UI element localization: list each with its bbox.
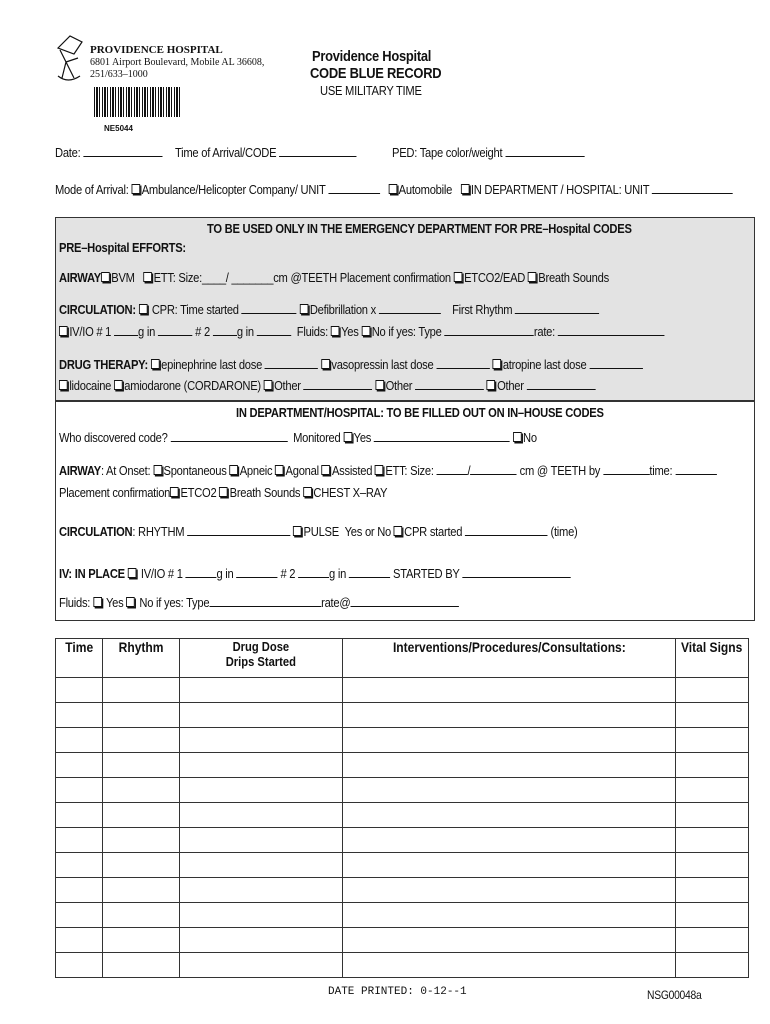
prehospital-airway-row: AIRWAY BVM ETT: Size:____/ _______cm @TEETH Placement confirmation ETCO2/EAD Breath Sounds (59, 270, 609, 285)
table-cell[interactable] (676, 803, 749, 828)
table-cell[interactable] (676, 703, 749, 728)
table-cell[interactable] (103, 703, 180, 728)
table-cell[interactable] (343, 678, 676, 703)
title-code-blue: CODE BLUE RECORD (310, 65, 442, 82)
title-military-time: USE MILITARY TIME (320, 83, 422, 98)
prehospital-heading: TO BE USED ONLY IN THE EMERGENCY DEPARTMENT FOR PRE–Hospital CODES (207, 221, 632, 236)
table-cell[interactable] (676, 853, 749, 878)
inhouse-etco2-checkbox[interactable] (170, 487, 179, 497)
table-cell[interactable] (56, 728, 103, 753)
table-cell[interactable] (180, 853, 343, 878)
barcode-label: NE5044 (104, 124, 133, 133)
prehospital-circulation-row: CIRCULATION: CPR: Time started Defibrillation x First Rhythm (59, 302, 599, 317)
table-cell[interactable] (56, 953, 103, 978)
ambulance-checkbox[interactable] (131, 184, 140, 194)
table-cell[interactable] (103, 778, 180, 803)
table-cell[interactable] (103, 728, 180, 753)
prehospital-iv-row: IV/IO # 1 g in # 2 g in Fluids: Yes No if yes: Type rate: (59, 324, 664, 339)
monitored-no-checkbox[interactable] (513, 432, 522, 442)
table-cell[interactable] (180, 928, 343, 953)
fluids-no-checkbox[interactable] (361, 326, 370, 336)
table-cell[interactable] (56, 878, 103, 903)
col-interventions-header: Interventions/Procedures/Consultations: (343, 639, 676, 678)
table-cell[interactable] (180, 753, 343, 778)
inhouse-iv-row: IV: IN PLACE IV/IO # 1 g in # 2 g in STARTED BY (59, 566, 571, 581)
table-cell[interactable] (103, 828, 180, 853)
date-printed: DATE PRINTED: 0-12--1 (328, 986, 467, 998)
date-field[interactable]: Date: (55, 145, 162, 160)
table-cell[interactable] (56, 903, 103, 928)
inhouse-fluids-no-checkbox[interactable] (126, 597, 135, 607)
cpr-started-checkbox[interactable] (394, 526, 403, 536)
hospital-address-line2: 251/633–1000 (90, 69, 148, 80)
table-cell[interactable] (343, 953, 676, 978)
other2-checkbox[interactable] (375, 380, 384, 390)
table-row (56, 853, 749, 878)
hospital-logo (52, 32, 88, 88)
table-cell[interactable] (56, 853, 103, 878)
inhouse-ett-checkbox[interactable] (375, 465, 384, 475)
inhouse-fluids-yes-checkbox[interactable] (93, 597, 102, 607)
table-cell[interactable] (103, 903, 180, 928)
table-row (56, 778, 749, 803)
col-rhythm-header: Rhythm (103, 639, 180, 678)
table-cell[interactable] (676, 828, 749, 853)
chest-xray-checkbox[interactable] (303, 487, 312, 497)
mode-of-arrival: Mode of Arrival: Ambulance/Helicopter Company/ UNIT Automobile IN DEPARTMENT / HOSPITAL: UNIT (55, 182, 733, 197)
table-cell[interactable] (56, 828, 103, 853)
table-cell[interactable] (103, 853, 180, 878)
table-cell[interactable] (343, 878, 676, 903)
iv-in-place-checkbox[interactable] (128, 568, 137, 578)
epinephrine-checkbox[interactable] (151, 359, 160, 369)
table-row (56, 903, 749, 928)
table-cell[interactable] (56, 753, 103, 778)
table-cell[interactable] (180, 778, 343, 803)
table-row (56, 953, 749, 978)
ivio-checkbox[interactable] (59, 326, 68, 336)
table-cell[interactable] (103, 803, 180, 828)
table-cell[interactable] (180, 878, 343, 903)
table-cell[interactable] (103, 878, 180, 903)
table-cell[interactable] (343, 778, 676, 803)
hospital-address-line1: 6801 Airport Boulevard, Mobile AL 36608, (90, 57, 265, 68)
table-cell[interactable] (676, 753, 749, 778)
table-cell[interactable] (343, 703, 676, 728)
etco2-ead-checkbox[interactable] (454, 272, 463, 282)
table-cell[interactable] (676, 728, 749, 753)
table-cell[interactable] (103, 678, 180, 703)
table-cell[interactable] (676, 903, 749, 928)
breath-sounds-checkbox[interactable] (528, 272, 537, 282)
title-hospital: Providence Hospital (312, 48, 432, 65)
table-cell[interactable] (180, 678, 343, 703)
vasopressin-checkbox[interactable] (321, 359, 330, 369)
table-cell[interactable] (180, 803, 343, 828)
table-row (56, 753, 749, 778)
fluids-yes-checkbox[interactable] (331, 326, 340, 336)
table-cell[interactable] (676, 778, 749, 803)
table-cell[interactable] (343, 803, 676, 828)
prehospital-efforts: PRE–Hospital EFFORTS: (59, 240, 186, 255)
inhouse-placement-row: Placement confirmation ETCO2 Breath Sounds CHEST X–RAY (59, 485, 388, 500)
table-row (56, 803, 749, 828)
table-cell[interactable] (676, 878, 749, 903)
table-cell[interactable] (56, 678, 103, 703)
form-number: NSG00048a (647, 988, 702, 1002)
cpr-checkbox[interactable] (139, 304, 148, 314)
ett-checkbox[interactable] (143, 272, 152, 282)
prehospital-drug-row1: DRUG THERAPY: epinephrine last dose vasopressin last dose atropine last dose (59, 357, 643, 372)
table-row (56, 878, 749, 903)
table-cell[interactable] (343, 928, 676, 953)
inhouse-airway-row: AIRWAY: At Onset: Spontaneous Apneic Agonal Assisted ETT: Size: / cm @ TEETH by time: (59, 463, 716, 478)
table-row (56, 678, 749, 703)
table-cell[interactable] (676, 953, 749, 978)
table-cell[interactable] (103, 928, 180, 953)
barcode (94, 87, 182, 117)
other1-checkbox[interactable] (264, 380, 273, 390)
table-row (56, 928, 749, 953)
table-cell[interactable] (56, 703, 103, 728)
inhouse-heading: IN DEPARTMENT/HOSPITAL: TO BE FILLED OUT ON IN–HOUSE CODES (236, 405, 604, 420)
lidocaine-checkbox[interactable] (59, 380, 68, 390)
monitored-yes-checkbox[interactable] (343, 432, 352, 442)
table-cell[interactable] (56, 928, 103, 953)
table-cell[interactable] (103, 753, 180, 778)
table-cell[interactable] (343, 903, 676, 928)
automobile-checkbox[interactable] (388, 184, 397, 194)
pulse-checkbox[interactable] (293, 526, 302, 536)
table-row (56, 703, 749, 728)
table-cell[interactable] (343, 753, 676, 778)
table-cell[interactable] (180, 728, 343, 753)
inhouse-breath-checkbox[interactable] (219, 487, 228, 497)
atropine-checkbox[interactable] (492, 359, 501, 369)
table-cell[interactable] (180, 828, 343, 853)
col-drug-header: Drug Dose Drips Started (180, 639, 343, 678)
amiodarone-checkbox[interactable] (114, 380, 123, 390)
code-log-table (55, 638, 749, 978)
apneic-checkbox[interactable] (229, 465, 238, 475)
code-log-body (56, 678, 749, 978)
prehospital-drug-row2: lidocaine amiodarone (CORDARONE) Other Other Other (59, 378, 595, 393)
table-cell[interactable] (180, 703, 343, 728)
arrival-time-field[interactable]: Time of Arrival/CODE (175, 145, 357, 160)
bvm-checkbox[interactable] (101, 272, 110, 282)
table-cell[interactable] (180, 953, 343, 978)
table-cell[interactable] (343, 828, 676, 853)
spontaneous-checkbox[interactable] (153, 465, 162, 475)
defibrillation-checkbox[interactable] (300, 304, 309, 314)
table-cell[interactable] (103, 953, 180, 978)
inhouse-circulation-row: CIRCULATION: RHYTHM PULSE Yes or No CPR started (time) (59, 524, 578, 539)
inhouse-who-row: Who discovered code? Monitored Yes No (59, 430, 537, 445)
table-cell[interactable] (676, 928, 749, 953)
table-cell[interactable] (56, 778, 103, 803)
col-time-header: Time (56, 639, 103, 678)
table-row (56, 828, 749, 853)
inhouse-fluids-row: Fluids: Yes No if yes: Type rate@ (59, 595, 459, 610)
table-cell[interactable] (676, 678, 749, 703)
other3-checkbox[interactable] (487, 380, 496, 390)
assisted-checkbox[interactable] (322, 465, 331, 475)
table-cell[interactable] (56, 803, 103, 828)
table-cell[interactable] (180, 903, 343, 928)
table-row (56, 728, 749, 753)
ped-field[interactable]: PED: Tape color/weight (392, 145, 584, 160)
table-cell[interactable] (343, 853, 676, 878)
col-vitals-header: Vital Signs (676, 639, 749, 678)
hospital-name: PROVIDENCE HOSPITAL (90, 44, 223, 56)
table-cell[interactable] (343, 728, 676, 753)
agonal-checkbox[interactable] (275, 465, 284, 475)
in-department-checkbox[interactable] (461, 184, 470, 194)
